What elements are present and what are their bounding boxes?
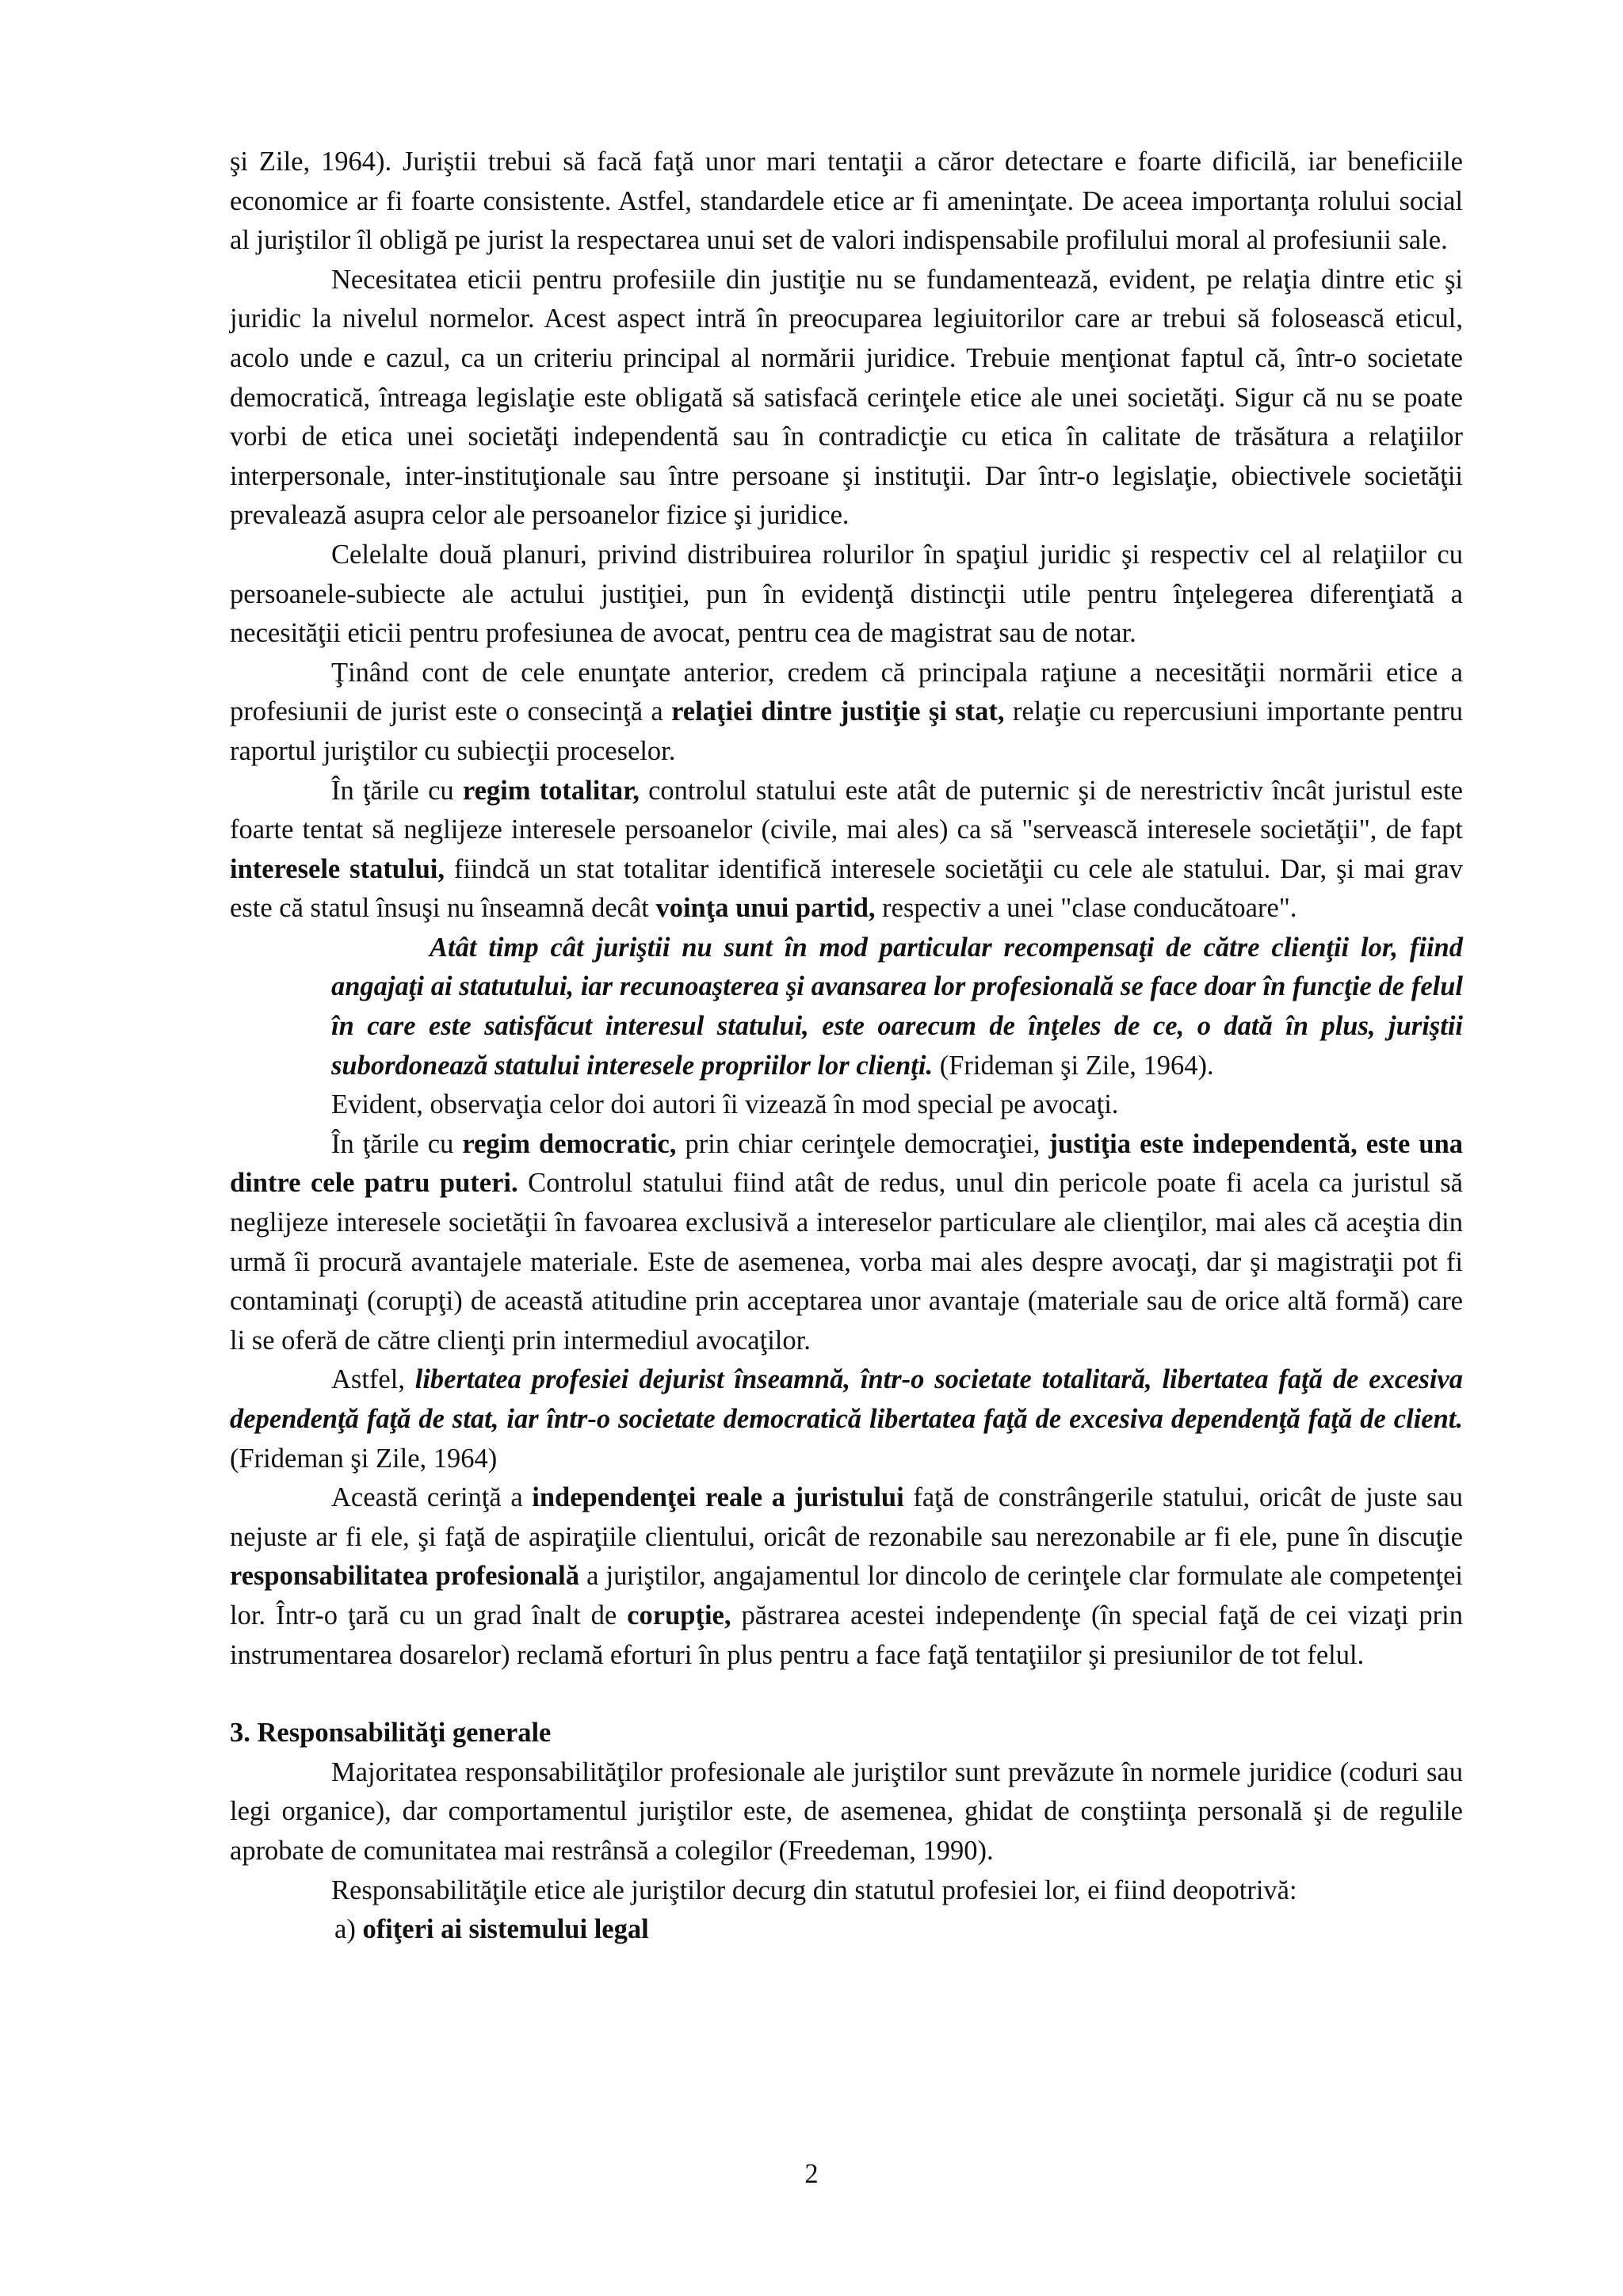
text-run: prin chiar cerinţele democraţiei, [676, 1128, 1049, 1159]
text-run: Această cerinţă a [331, 1482, 533, 1513]
paragraph-7 [230, 1360, 1463, 1478]
bold-text: independenţei reale a juristului [532, 1482, 904, 1513]
text-run: În ţările cu [331, 1128, 463, 1159]
bold-text: interesele statului, [230, 853, 445, 884]
paragraph-6 [230, 1125, 1463, 1361]
paragraph-1: şi Zile, 1964). Juriştii trebui să facă faţă unor mari tentaţii a căror detectare e foarte dificilă, iar beneficiile economice ar fi foarte consistente. Astfel, standardele etice ar fi ameninţate. De aceea importanţa rolului social al juriştilor îl obligă pe jurist la respectarea unui set de valori indispensabile profilului moral al profesiunii sale. [230, 147, 1463, 256]
document-page [230, 143, 1463, 1950]
paragraph-5 [230, 772, 1463, 929]
quote-comment: Evident, observaţia celor doi autori îi vizează în mod special pe avocaţi. [331, 1089, 1119, 1120]
section-spacer [230, 1675, 1463, 1714]
paragraph-4 [230, 654, 1463, 772]
paragraph-3: Celelalte două planuri, privind distribuirea rolurilor în spaţiul juridic şi respectiv cel al relaţiilor cu persoanele-subiecte ale actului justiţiei, pun în evidenţă distincţii utile pentru înţelegerea diferenţiată a necesităţii eticii pentru profesiunea de avocat, pentru cea de magistrat sau de notar. [230, 539, 1463, 649]
bold-text: regim democratic, [462, 1128, 677, 1159]
bold-text: justiţia este independentă, este una dintre cele patru puteri. [230, 1128, 1464, 1199]
text-run: relaţie cu repercusiuni importante pentru raportul juriştilor cu subiecţii proceselor. [230, 696, 1463, 766]
bold-italic-text: libertatea profesiei dejurist înseamnă, într-o societate totalitară, libertatea faţă de excesiva dependenţă faţă de stat, iar într-o societate democratică libertatea faţă de excesiva dependenţă faţă de client. [230, 1364, 1463, 1434]
paragraph-2: Necesitatea eticii pentru profesiile din justiţie nu se fundamentează, evident, pe relaţia dintre etic şi juridic la nivelul normelor. Acest aspect intră în preocuparea legiuitorilor care ar trebui să folosească eticul, acolo unde e cazul, ca un criteriu principal al normării juridice. Trebuie menţionat faptul că, într-o societate democratică, întreaga legislaţie este obligată să satisfacă cerinţele etice ale unei societăţi. Sigur că nu se poate vorbi de etica unei societăţi independentă sau în contradicţie cu etica în calitate de trăsătura a relaţiilor interpersonale, inter-instituţionale sau între persoane şi instituţii. Dar într-o legislaţie, obiectivele societăţii prevalează asupra celor ale persoanelor fizice şi juridice. [230, 264, 1463, 531]
text-run: În ţările cu [331, 775, 463, 806]
block-quote [331, 929, 1463, 1085]
bold-text: regim totalitar, [462, 775, 640, 806]
paragraph-8 [230, 1478, 1463, 1675]
list-label: a) [334, 1914, 363, 1945]
citation: (Frideman şi Zile, 1964). [933, 1050, 1214, 1081]
bold-text: responsabilitatea profesională [230, 1561, 580, 1592]
list-text: ofiţeri ai sistemului legal [362, 1914, 649, 1945]
text-run: Astfel, [331, 1364, 415, 1395]
paragraph-9: Majoritatea responsabilităţilor profesionale ale juriştilor sunt prevăzute în normele juridice (coduri sau legi organice), dar comportamentul juriştilor este, de asemenea, ghidat de conştiinţa personală şi de regulile aprobate de comunitatea mai restrânsă a colegilor (Freedeman, 1990). [230, 1756, 1463, 1866]
text-run: a juriştilor, angajamentul lor dincolo de cerinţele clar formulate ale competenţei lor. Într-o ţară cu un grad înalt de [230, 1561, 1463, 1630]
text-run: Ţinând cont de cele enunţate anterior, credem că principala raţiune a necesităţii normării etice a profesiunii de jurist este o consecinţă a [230, 657, 1463, 727]
paragraph-10: Responsabilităţile etice ale juriştilor decurg din statutul profesiei lor, ei fiind deopotrivă: [331, 1875, 1297, 1905]
text-run: controlul statului este atât de puternic şi de nerestrictiv încât juristul este foarte tentat să neglijeze interesele persoanelor (civile, mai ales) ca să "servească interesele societăţii", de fapt [230, 775, 1463, 845]
citation: (Frideman şi Zile, 1964) [230, 1443, 498, 1474]
text-run: fiindcă un stat totalitar identifică interesele societăţii cu cele ale statului. Dar, şi mai grav este că statul însuşi nu înseamnă decât [230, 853, 1463, 924]
bold-text: corupţie, [627, 1600, 731, 1630]
text-run: respectiv a unei "clase conducătoare". [875, 893, 1297, 924]
quote-text: Atât timp cât juriştii nu sunt în mod particular recompensaţi de către clienţii lor, fiind angajaţi ai statutului, iar recunoaşterea şi avansarea lor profesională se face doar în funcţie de felul în care este satisfăcut interesul statului, este oarecum de înţeles de ce, o dată în plus, juriştii subordonează statului interesele propriilor lor clienţi. [331, 932, 1463, 1081]
section-heading: 3. Responsabilităţi generale [230, 1718, 552, 1749]
text-run: păstrarea acestei independenţe (în special faţă de cei vizaţi prin instrumentarea dosarelor) reclamă eforturi în plus pentru a face faţă tentaţiilor şi presiunilor de tot felul. [230, 1600, 1464, 1670]
list-item [334, 1910, 1463, 1950]
text-run: faţă de constrângerile statului, oricât de juste sau nejuste ar fi ele, şi faţă de aspiraţiile clientului, oricât de rezonabile sau nerezonabile ar fi ele, pune în discuţie [230, 1482, 1464, 1552]
bold-text: relaţiei dintre justiţie şi stat, [671, 696, 1005, 727]
bold-text: voinţa unui partid, [655, 893, 876, 924]
page-number: 2 [804, 2159, 819, 2189]
text-run: Controlul statului fiind atât de redus, unul din pericole poate fi acela ca juristul să neglijeze interesele societăţii în favoarea exclusivă a intereselor particulare ale clienţilor, mai ales că aceştia din urmă îi procură avantajele materiale. Este de asemenea, vorba mai ales despre avocaţi, dar şi magistraţii pot fi contaminaţi (corupţi) de această atitudine prin acceptarea unor avantaje (materiale sau de orice altă formă) care li se oferă de către clienţi prin intermediul avocaţilor. [230, 1168, 1463, 1356]
